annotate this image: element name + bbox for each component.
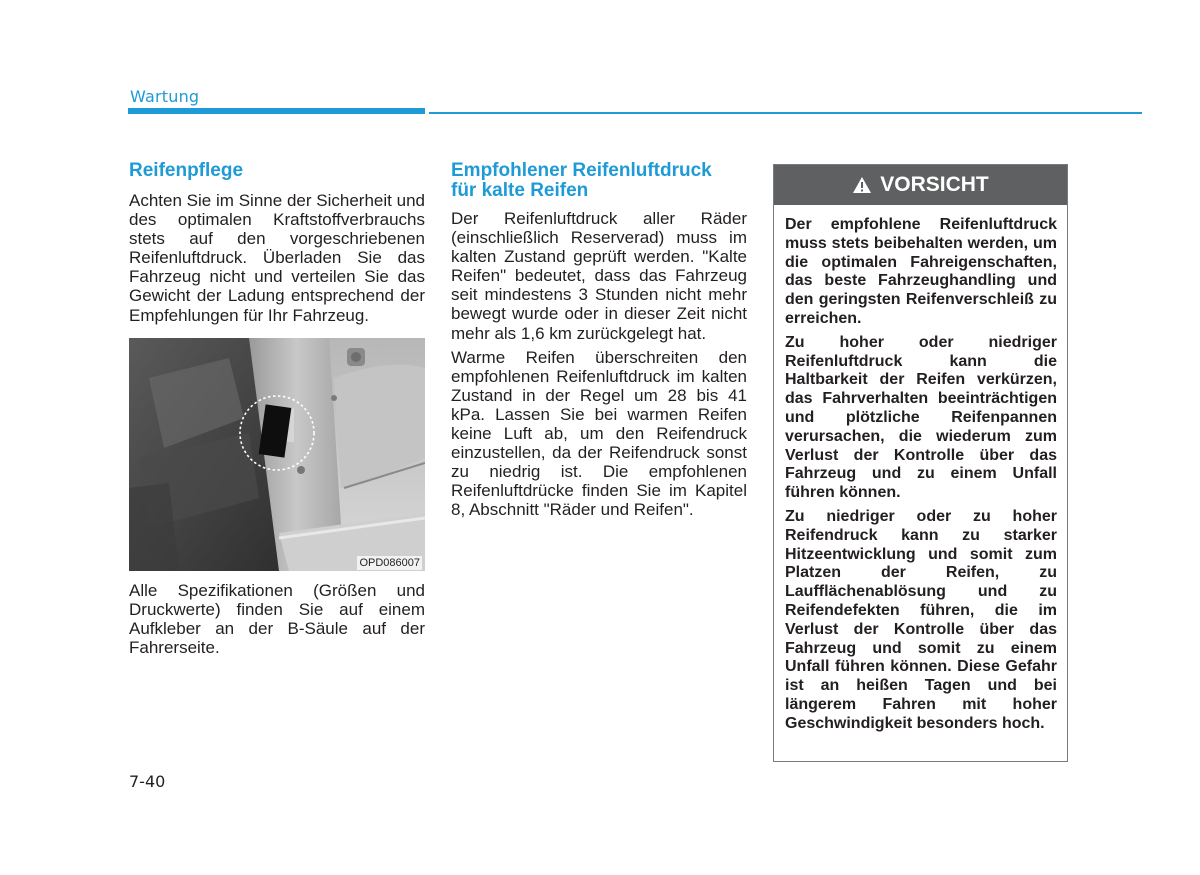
header-rule-thick (128, 108, 425, 114)
door-pillar-illustration (129, 338, 425, 571)
door-pillar-photo (129, 338, 425, 571)
header-rule-thin (429, 112, 1142, 114)
cold-tire-pressure-heading (451, 161, 747, 201)
warning-triangle-icon (852, 176, 872, 194)
section-header: Wartung (130, 87, 200, 106)
cold-tire-paragraph: Der Reifenluftdruck aller Räder (einschließlich Reserverad) muss im kalten Zustand geprüft werden. "Kalte Reifen" bedeutet, dass das Fahrzeug seit mindestens 3 Stunden nicht mehr bewegt wurde oder in dieser Zeit nicht mehr als 1,6 km zurückgelegt hat. (451, 209, 747, 343)
caution-header (774, 165, 1067, 205)
figure-code: OPD086007 (359, 556, 420, 569)
page-number: 7-40 (129, 772, 166, 791)
caution-body (774, 205, 1067, 734)
caution-title: VORSICHT (880, 173, 989, 196)
caution-paragraph-1: Der empfohlene Reifenluftdruck muss stets beibehalten werden, um die optimalen Fahreigenschaften, das beste Fahrzeughandling und den geringsten Reifenverschleiß zu erreichen. (785, 216, 1057, 327)
middle-column (451, 161, 747, 520)
spec-sticker-text: Alle Spezifikationen (Größen und Druckwerte) finden Sie auf einem Aufkleber an der B-Säule auf der Fahrerseite. (129, 580, 425, 657)
tire-care-heading: Reifenpflege (129, 160, 244, 181)
tire-care-intro: Achten Sie im Sinne der Sicherheit und des optimalen Kraftstoffverbrauchs stets auf den vorgeschriebenen Reifenluftdruck. Überladen Sie das Fahrzeug nicht und verteilen Sie das Gewicht der Ladung entsprechend der Empfehlungen für Ihr Fahrzeug. (129, 191, 425, 325)
left-column (129, 161, 425, 657)
warm-tire-paragraph: Warme Reifen überschreiten den empfohlenen Reifenluftdruck im kalten Zustand in der Regel um 28 bis 41 kPa. Lassen Sie bei warmen Reifen keine Luft ab, um den Reifendruck einzustellen, da der Reifendruck sonst zu niedrig ist. Die empfohlenen Reifenluftdrücke finden Sie im Kapitel 8, Abschnitt "Räder und Reifen". (451, 347, 747, 520)
heading-line-2: für kalte Reifen (451, 180, 589, 201)
caution-box (773, 164, 1068, 762)
caution-paragraph-3: Zu niedriger oder zu hoher Reifendruck kann zu starker Hitzeentwicklung und somit zum Platzen der Reifen, zu Laufflächenablösung und zu Reifendefekten führen, die im Verlust der Kontrolle über das Fahrzeug und somit zu einem Unfall führen können. Diese Gefahr ist an heißen Tagen und bei längerem Fahren mit hoher Geschwindigkeit besonders hoch. (785, 507, 1057, 732)
caution-paragraph-2: Zu hoher oder niedriger Reifenluftdruck kann die Haltbarkeit der Reifen verkürzen, das Fahrverhalten beeinträchtigen und plötzliche Reifenpannen verursachen, die wiederum zum Verlust der Kontrolle über das Fahrzeug und zu einem Unfall führen können. (785, 333, 1057, 502)
heading-line-1: Empfohlener Reifenluftdruck (451, 160, 712, 181)
